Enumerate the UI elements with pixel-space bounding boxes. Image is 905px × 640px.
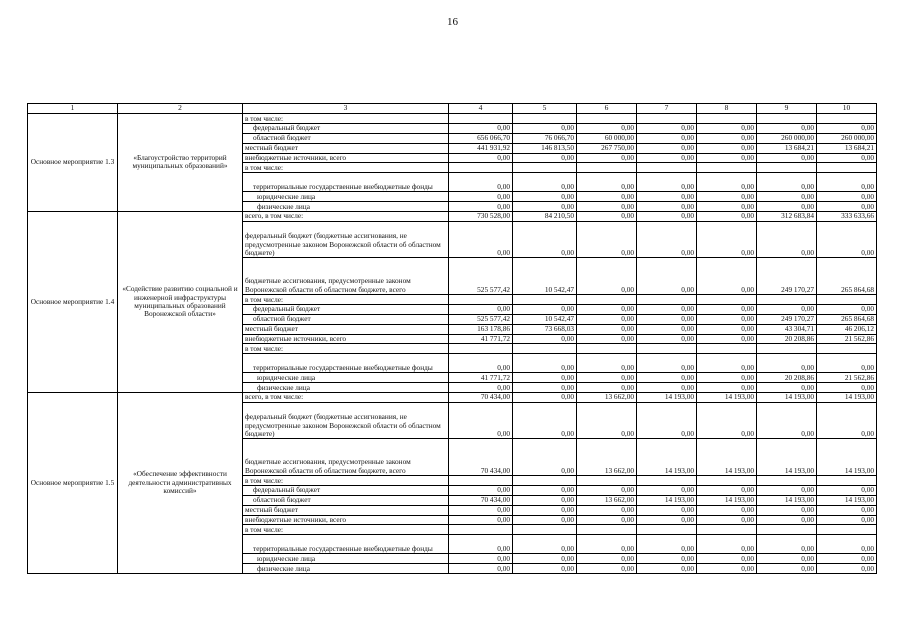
amount-cell bbox=[757, 114, 817, 124]
column-number: 5 bbox=[513, 104, 577, 114]
amount-cell: 0,00 bbox=[757, 535, 817, 554]
amount-cell bbox=[817, 525, 877, 535]
funding-source-cell: бюджетные ассигнования, предусмотренные законом Воронежской области об областном бюджете, всего bbox=[243, 439, 449, 476]
amount-cell: 0,00 bbox=[757, 153, 817, 163]
amount-cell bbox=[513, 295, 577, 305]
amount-cell: 14 193,00 bbox=[757, 392, 817, 402]
amount-cell: 0,00 bbox=[637, 304, 697, 314]
amount-cell bbox=[513, 525, 577, 535]
amount-cell: 0,00 bbox=[637, 505, 697, 515]
funding-source-cell: федеральный бюджет bbox=[243, 123, 449, 133]
amount-cell: 0,00 bbox=[697, 324, 757, 334]
amount-cell: 0,00 bbox=[637, 258, 697, 295]
amount-cell: 0,00 bbox=[513, 485, 577, 495]
amount-cell: 0,00 bbox=[637, 143, 697, 153]
amount-cell: 0,00 bbox=[577, 485, 637, 495]
amount-cell bbox=[513, 163, 577, 173]
budget-table bbox=[27, 103, 877, 574]
funding-source-cell: областной бюджет bbox=[243, 495, 449, 505]
amount-cell bbox=[817, 163, 877, 173]
amount-cell: 21 562,86 bbox=[817, 334, 877, 344]
amount-cell: 0,00 bbox=[637, 515, 697, 525]
amount-cell: 0,00 bbox=[577, 515, 637, 525]
amount-cell: 0,00 bbox=[577, 354, 637, 373]
amount-cell: 0,00 bbox=[577, 535, 637, 554]
funding-source-cell: областной бюджет bbox=[243, 314, 449, 324]
amount-cell: 0,00 bbox=[697, 221, 757, 258]
amount-cell: 43 304,71 bbox=[757, 324, 817, 334]
measure-name-cell: «Обеспечение эффективности деятельности административных комиссий» bbox=[118, 392, 243, 573]
funding-source-cell: в том числе: bbox=[243, 525, 449, 535]
funding-source-cell: внебюджетные источники, всего bbox=[243, 334, 449, 344]
amount-cell: 0,00 bbox=[513, 392, 577, 402]
funding-source-cell: физические лица bbox=[243, 202, 449, 212]
amount-cell: 84 210,50 bbox=[513, 211, 577, 221]
funding-source-cell: физические лица bbox=[243, 383, 449, 393]
funding-source-cell: федеральный бюджет (бюджетные ассигнования, не предусмотренные законом Воронежской области об областном бюджете) bbox=[243, 221, 449, 258]
amount-cell: 0,00 bbox=[757, 354, 817, 373]
amount-cell bbox=[757, 525, 817, 535]
amount-cell: 0,00 bbox=[513, 202, 577, 212]
funding-source-cell: федеральный бюджет bbox=[243, 304, 449, 314]
amount-cell bbox=[513, 344, 577, 354]
amount-cell: 0,00 bbox=[513, 334, 577, 344]
amount-cell: 0,00 bbox=[577, 153, 637, 163]
amount-cell: 0,00 bbox=[513, 373, 577, 383]
amount-cell: 0,00 bbox=[577, 258, 637, 295]
amount-cell: 0,00 bbox=[697, 334, 757, 344]
amount-cell: 0,00 bbox=[817, 123, 877, 133]
amount-cell: 0,00 bbox=[449, 354, 513, 373]
measure-name-cell: «Содействие развитию социальной и инженерной инфраструктуры муниципальных образований Воронежской области» bbox=[118, 211, 243, 392]
amount-cell: 0,00 bbox=[757, 485, 817, 495]
amount-cell: 0,00 bbox=[637, 354, 697, 373]
amount-cell: 0,00 bbox=[513, 192, 577, 202]
amount-cell: 0,00 bbox=[637, 211, 697, 221]
amount-cell: 249 170,27 bbox=[757, 314, 817, 324]
amount-cell: 0,00 bbox=[449, 304, 513, 314]
amount-cell: 14 193,00 bbox=[697, 439, 757, 476]
amount-cell: 0,00 bbox=[577, 202, 637, 212]
amount-cell bbox=[697, 344, 757, 354]
amount-cell: 0,00 bbox=[577, 123, 637, 133]
amount-cell: 0,00 bbox=[697, 192, 757, 202]
amount-cell: 70 434,00 bbox=[449, 392, 513, 402]
amount-cell: 0,00 bbox=[757, 192, 817, 202]
amount-cell: 525 577,42 bbox=[449, 314, 513, 324]
column-number: 3 bbox=[243, 104, 449, 114]
amount-cell: 0,00 bbox=[577, 211, 637, 221]
amount-cell: 0,00 bbox=[449, 535, 513, 554]
amount-cell: 0,00 bbox=[817, 304, 877, 314]
amount-cell bbox=[513, 114, 577, 124]
amount-cell: 0,00 bbox=[817, 354, 877, 373]
amount-cell: 0,00 bbox=[697, 485, 757, 495]
amount-cell: 14 193,00 bbox=[697, 495, 757, 505]
amount-cell: 265 864,68 bbox=[817, 258, 877, 295]
amount-cell: 0,00 bbox=[637, 173, 697, 192]
column-number: 6 bbox=[577, 104, 637, 114]
amount-cell: 14 193,00 bbox=[817, 439, 877, 476]
table-body bbox=[28, 104, 877, 574]
amount-cell: 0,00 bbox=[577, 402, 637, 439]
column-number: 9 bbox=[757, 104, 817, 114]
amount-cell: 0,00 bbox=[637, 324, 697, 334]
amount-cell: 0,00 bbox=[817, 485, 877, 495]
amount-cell: 260 000,00 bbox=[757, 133, 817, 143]
amount-cell: 76 066,70 bbox=[513, 133, 577, 143]
amount-cell: 0,00 bbox=[449, 383, 513, 393]
amount-cell: 0,00 bbox=[757, 402, 817, 439]
amount-cell: 146 813,50 bbox=[513, 143, 577, 153]
amount-cell: 70 434,00 bbox=[449, 439, 513, 476]
amount-cell bbox=[757, 344, 817, 354]
amount-cell bbox=[817, 476, 877, 486]
measure-cell: Основное мероприятие 1.5 bbox=[28, 392, 118, 573]
amount-cell: 163 178,86 bbox=[449, 324, 513, 334]
amount-cell bbox=[637, 295, 697, 305]
amount-cell bbox=[637, 114, 697, 124]
amount-cell: 0,00 bbox=[637, 123, 697, 133]
amount-cell bbox=[577, 163, 637, 173]
amount-cell: 0,00 bbox=[637, 383, 697, 393]
amount-cell: 656 066,70 bbox=[449, 133, 513, 143]
funding-source-cell: всего, в том числе: bbox=[243, 211, 449, 221]
amount-cell: 13 662,00 bbox=[577, 439, 637, 476]
amount-cell: 14 193,00 bbox=[757, 439, 817, 476]
amount-cell bbox=[637, 525, 697, 535]
amount-cell: 0,00 bbox=[637, 221, 697, 258]
amount-cell: 0,00 bbox=[697, 564, 757, 574]
funding-source-cell: бюджетные ассигнования, предусмотренные законом Воронежской области об областном бюджете, всего bbox=[243, 258, 449, 295]
amount-cell: 14 193,00 bbox=[817, 392, 877, 402]
amount-cell bbox=[757, 163, 817, 173]
amount-cell: 0,00 bbox=[757, 383, 817, 393]
amount-cell: 41 771,72 bbox=[449, 334, 513, 344]
amount-cell bbox=[697, 163, 757, 173]
amount-cell: 0,00 bbox=[449, 123, 513, 133]
amount-cell: 0,00 bbox=[577, 304, 637, 314]
funding-source-cell: местный бюджет bbox=[243, 143, 449, 153]
amount-cell: 0,00 bbox=[697, 383, 757, 393]
funding-source-cell: всего, в том числе: bbox=[243, 392, 449, 402]
amount-cell: 333 633,66 bbox=[817, 211, 877, 221]
funding-source-cell: в том числе: bbox=[243, 295, 449, 305]
funding-source-cell: в том числе: bbox=[243, 114, 449, 124]
amount-cell: 10 542,47 bbox=[513, 314, 577, 324]
amount-cell: 0,00 bbox=[697, 123, 757, 133]
amount-cell: 0,00 bbox=[577, 334, 637, 344]
amount-cell: 0,00 bbox=[637, 192, 697, 202]
amount-cell bbox=[757, 295, 817, 305]
measure-cell: Основное мероприятие 1.4 bbox=[28, 211, 118, 392]
amount-cell: 0,00 bbox=[697, 505, 757, 515]
amount-cell: 0,00 bbox=[817, 383, 877, 393]
amount-cell: 0,00 bbox=[697, 515, 757, 525]
amount-cell bbox=[637, 163, 697, 173]
amount-cell bbox=[577, 114, 637, 124]
amount-cell: 0,00 bbox=[817, 505, 877, 515]
amount-cell: 0,00 bbox=[697, 535, 757, 554]
amount-cell: 0,00 bbox=[449, 153, 513, 163]
funding-source-cell: местный бюджет bbox=[243, 324, 449, 334]
amount-cell: 0,00 bbox=[757, 564, 817, 574]
amount-cell: 0,00 bbox=[697, 402, 757, 439]
funding-source-cell: территориальные государственные внебюджетные фонды bbox=[243, 535, 449, 554]
amount-cell: 20 208,86 bbox=[757, 373, 817, 383]
amount-cell: 70 434,00 bbox=[449, 495, 513, 505]
amount-cell: 14 193,00 bbox=[637, 392, 697, 402]
amount-cell bbox=[513, 476, 577, 486]
amount-cell: 0,00 bbox=[817, 192, 877, 202]
amount-cell: 13 662,00 bbox=[577, 392, 637, 402]
page-number: 16 bbox=[447, 16, 458, 28]
amount-cell: 0,00 bbox=[817, 153, 877, 163]
amount-cell: 0,00 bbox=[449, 554, 513, 564]
amount-cell: 0,00 bbox=[577, 324, 637, 334]
amount-cell: 0,00 bbox=[697, 373, 757, 383]
amount-cell: 73 668,03 bbox=[513, 324, 577, 334]
amount-cell: 260 000,00 bbox=[817, 133, 877, 143]
amount-cell bbox=[577, 525, 637, 535]
funding-source-cell: федеральный бюджет bbox=[243, 485, 449, 495]
amount-cell: 0,00 bbox=[449, 202, 513, 212]
amount-cell: 0,00 bbox=[513, 505, 577, 515]
amount-cell bbox=[577, 344, 637, 354]
column-number: 4 bbox=[449, 104, 513, 114]
amount-cell bbox=[449, 114, 513, 124]
amount-cell: 0,00 bbox=[757, 554, 817, 564]
amount-cell: 0,00 bbox=[449, 505, 513, 515]
amount-cell: 0,00 bbox=[817, 402, 877, 439]
table-row bbox=[28, 211, 877, 221]
amount-cell: 0,00 bbox=[513, 304, 577, 314]
amount-cell: 312 683,84 bbox=[757, 211, 817, 221]
table-row bbox=[28, 392, 877, 402]
amount-cell: 0,00 bbox=[449, 192, 513, 202]
amount-cell: 265 864,68 bbox=[817, 314, 877, 324]
amount-cell: 0,00 bbox=[637, 334, 697, 344]
amount-cell: 0,00 bbox=[817, 535, 877, 554]
amount-cell: 0,00 bbox=[577, 505, 637, 515]
amount-cell bbox=[637, 344, 697, 354]
column-number: 7 bbox=[637, 104, 697, 114]
amount-cell bbox=[449, 163, 513, 173]
amount-cell: 0,00 bbox=[697, 354, 757, 373]
amount-cell: 0,00 bbox=[637, 133, 697, 143]
amount-cell: 0,00 bbox=[513, 439, 577, 476]
amount-cell: 0,00 bbox=[577, 564, 637, 574]
table-row bbox=[28, 114, 877, 124]
amount-cell: 0,00 bbox=[577, 373, 637, 383]
amount-cell bbox=[449, 295, 513, 305]
funding-source-cell: местный бюджет bbox=[243, 505, 449, 515]
amount-cell: 0,00 bbox=[449, 515, 513, 525]
funding-source-cell: территориальные государственные внебюджетные фонды bbox=[243, 354, 449, 373]
amount-cell: 0,00 bbox=[817, 554, 877, 564]
column-number: 2 bbox=[118, 104, 243, 114]
amount-cell: 0,00 bbox=[513, 221, 577, 258]
amount-cell: 0,00 bbox=[697, 153, 757, 163]
amount-cell bbox=[449, 476, 513, 486]
amount-cell: 0,00 bbox=[637, 402, 697, 439]
amount-cell: 0,00 bbox=[577, 221, 637, 258]
amount-cell: 0,00 bbox=[817, 515, 877, 525]
amount-cell: 0,00 bbox=[817, 202, 877, 212]
amount-cell: 0,00 bbox=[757, 515, 817, 525]
amount-cell: 0,00 bbox=[697, 202, 757, 212]
column-number: 8 bbox=[697, 104, 757, 114]
amount-cell: 0,00 bbox=[513, 173, 577, 192]
amount-cell: 0,00 bbox=[757, 221, 817, 258]
amount-cell: 525 577,42 bbox=[449, 258, 513, 295]
amount-cell: 0,00 bbox=[637, 153, 697, 163]
amount-cell: 0,00 bbox=[513, 495, 577, 505]
amount-cell bbox=[817, 295, 877, 305]
amount-cell: 0,00 bbox=[757, 173, 817, 192]
amount-cell: 0,00 bbox=[757, 123, 817, 133]
amount-cell: 0,00 bbox=[449, 221, 513, 258]
amount-cell: 0,00 bbox=[817, 221, 877, 258]
amount-cell: 0,00 bbox=[513, 554, 577, 564]
amount-cell bbox=[449, 344, 513, 354]
amount-cell: 0,00 bbox=[577, 173, 637, 192]
amount-cell bbox=[817, 344, 877, 354]
amount-cell: 0,00 bbox=[817, 173, 877, 192]
funding-source-cell: территориальные государственные внебюджетные фонды bbox=[243, 173, 449, 192]
column-number: 10 bbox=[817, 104, 877, 114]
amount-cell: 249 170,27 bbox=[757, 258, 817, 295]
amount-cell: 0,00 bbox=[697, 143, 757, 153]
amount-cell: 13 684,21 bbox=[757, 143, 817, 153]
amount-cell: 0,00 bbox=[637, 485, 697, 495]
amount-cell: 0,00 bbox=[449, 485, 513, 495]
amount-cell: 0,00 bbox=[637, 314, 697, 324]
amount-cell: 14 193,00 bbox=[697, 392, 757, 402]
amount-cell: 0,00 bbox=[577, 383, 637, 393]
amount-cell: 0,00 bbox=[757, 304, 817, 314]
amount-cell: 14 193,00 bbox=[637, 495, 697, 505]
amount-cell: 13 662,00 bbox=[577, 495, 637, 505]
amount-cell: 0,00 bbox=[449, 564, 513, 574]
funding-source-cell: в том числе: bbox=[243, 163, 449, 173]
amount-cell: 0,00 bbox=[697, 211, 757, 221]
amount-cell: 0,00 bbox=[577, 554, 637, 564]
amount-cell: 0,00 bbox=[577, 192, 637, 202]
amount-cell: 0,00 bbox=[757, 202, 817, 212]
amount-cell: 0,00 bbox=[513, 153, 577, 163]
amount-cell bbox=[697, 295, 757, 305]
amount-cell bbox=[637, 476, 697, 486]
amount-cell: 0,00 bbox=[513, 123, 577, 133]
amount-cell: 41 771,72 bbox=[449, 373, 513, 383]
column-number-row bbox=[28, 104, 877, 114]
amount-cell: 14 193,00 bbox=[817, 495, 877, 505]
amount-cell bbox=[449, 525, 513, 535]
column-number: 1 bbox=[28, 104, 118, 114]
amount-cell: 0,00 bbox=[513, 564, 577, 574]
amount-cell: 0,00 bbox=[513, 402, 577, 439]
amount-cell: 14 193,00 bbox=[757, 495, 817, 505]
amount-cell: 20 208,86 bbox=[757, 334, 817, 344]
funding-source-cell: внебюджетные источники, всего bbox=[243, 515, 449, 525]
amount-cell bbox=[757, 476, 817, 486]
amount-cell bbox=[577, 476, 637, 486]
amount-cell: 0,00 bbox=[757, 505, 817, 515]
funding-source-cell: внебюджетные источники, всего bbox=[243, 153, 449, 163]
amount-cell bbox=[577, 295, 637, 305]
amount-cell: 0,00 bbox=[449, 402, 513, 439]
amount-cell: 13 684,21 bbox=[817, 143, 877, 153]
funding-source-cell: федеральный бюджет (бюджетные ассигнования, не предусмотренные законом Воронежской области об областном бюджете) bbox=[243, 402, 449, 439]
amount-cell: 0,00 bbox=[697, 133, 757, 143]
amount-cell: 0,00 bbox=[697, 173, 757, 192]
measure-cell: Основное мероприятие 1.3 bbox=[28, 114, 118, 212]
amount-cell: 0,00 bbox=[513, 354, 577, 373]
funding-source-cell: в том числе: bbox=[243, 476, 449, 486]
measure-name-cell: «Благоустройство территорий муниципальных образований» bbox=[118, 114, 243, 212]
amount-cell: 0,00 bbox=[697, 258, 757, 295]
amount-cell: 0,00 bbox=[449, 173, 513, 192]
amount-cell: 0,00 bbox=[697, 304, 757, 314]
funding-source-cell: юридические лица bbox=[243, 192, 449, 202]
amount-cell: 0,00 bbox=[817, 564, 877, 574]
amount-cell: 60 000,00 bbox=[577, 133, 637, 143]
amount-cell: 267 750,00 bbox=[577, 143, 637, 153]
amount-cell: 0,00 bbox=[637, 554, 697, 564]
amount-cell: 0,00 bbox=[637, 373, 697, 383]
amount-cell: 441 931,92 bbox=[449, 143, 513, 153]
funding-source-cell: областной бюджет bbox=[243, 133, 449, 143]
amount-cell: 0,00 bbox=[637, 535, 697, 554]
funding-source-cell: юридические лица bbox=[243, 373, 449, 383]
amount-cell bbox=[697, 476, 757, 486]
funding-source-cell: юридические лица bbox=[243, 554, 449, 564]
amount-cell: 14 193,00 bbox=[637, 439, 697, 476]
amount-cell bbox=[697, 525, 757, 535]
amount-cell: 0,00 bbox=[513, 515, 577, 525]
amount-cell: 0,00 bbox=[697, 314, 757, 324]
amount-cell: 0,00 bbox=[513, 535, 577, 554]
funding-source-cell: в том числе: bbox=[243, 344, 449, 354]
amount-cell: 10 542,47 bbox=[513, 258, 577, 295]
amount-cell: 46 206,12 bbox=[817, 324, 877, 334]
amount-cell: 0,00 bbox=[637, 202, 697, 212]
amount-cell: 0,00 bbox=[697, 554, 757, 564]
amount-cell: 21 562,86 bbox=[817, 373, 877, 383]
amount-cell bbox=[697, 114, 757, 124]
amount-cell: 0,00 bbox=[577, 314, 637, 324]
amount-cell: 730 528,00 bbox=[449, 211, 513, 221]
amount-cell: 0,00 bbox=[637, 564, 697, 574]
amount-cell bbox=[817, 114, 877, 124]
funding-source-cell: физические лица bbox=[243, 564, 449, 574]
amount-cell: 0,00 bbox=[513, 383, 577, 393]
